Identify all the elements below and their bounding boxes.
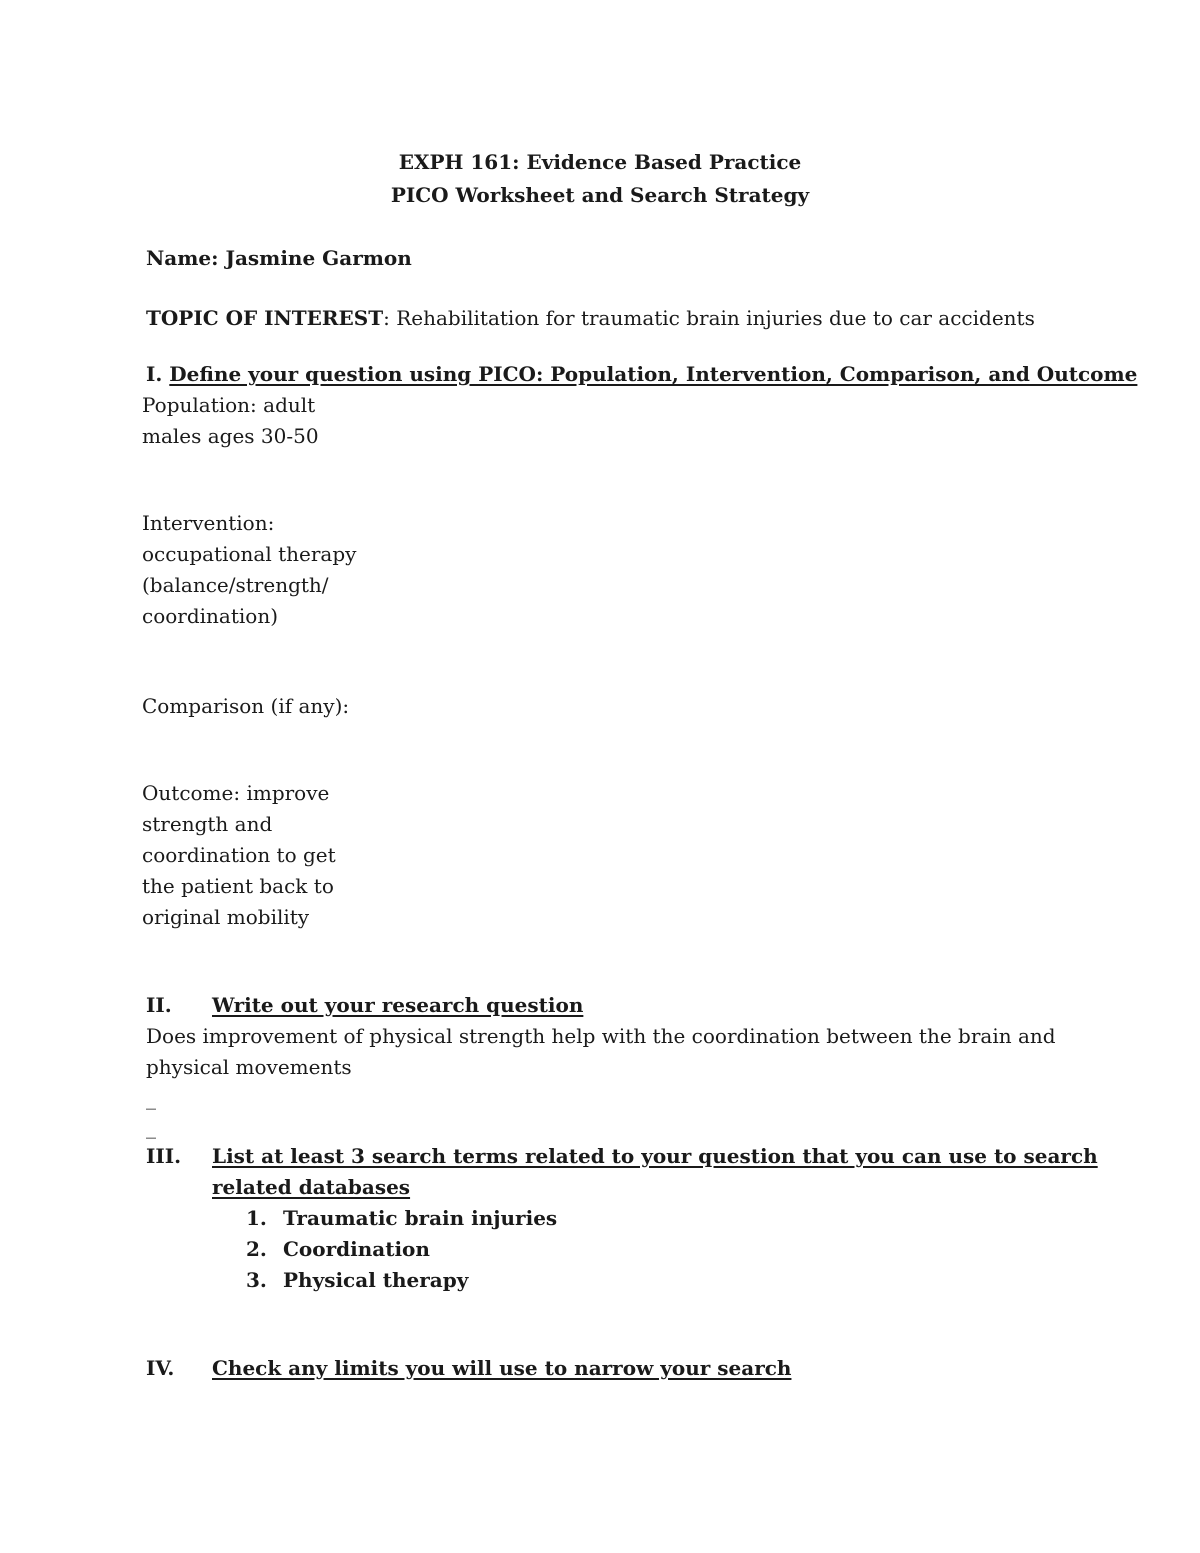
section-1-numeral: I. xyxy=(146,362,163,386)
section-2-numeral: II. xyxy=(146,993,172,1017)
section-3-heading-line-2: related databases xyxy=(212,1175,411,1199)
outcome-line-2: strength and xyxy=(142,812,273,836)
outcome-line-5: original mobility xyxy=(142,905,310,929)
blank-line-2: _ xyxy=(146,1115,156,1139)
intervention-line-3: (balance/strength/ xyxy=(142,573,329,597)
section-3-numeral: III. xyxy=(146,1144,182,1168)
topic-label: TOPIC OF INTEREST xyxy=(146,306,384,330)
section-1-heading: Define your question using PICO: Population, Intervention, Comparison, and Outcome xyxy=(169,362,1138,386)
name-line xyxy=(146,248,412,268)
intervention-line-4: coordination) xyxy=(142,604,279,628)
search-term-number-1: 1. xyxy=(246,1206,267,1230)
section-4-heading: Check any limits you will use to narrow your search xyxy=(212,1356,792,1380)
blank-line-1: _ xyxy=(146,1086,156,1110)
name-value: Jasmine Garmon xyxy=(225,246,412,270)
search-term-number-3: 3. xyxy=(246,1268,267,1292)
worksheet-title: PICO Worksheet and Search Strategy xyxy=(390,183,810,207)
search-term-number-2: 2. xyxy=(246,1237,267,1261)
search-term-3: Physical therapy xyxy=(283,1268,469,1292)
research-question-line-1: Does improvement of physical strength help with the coordination between the brain and xyxy=(146,1024,1056,1048)
search-term-2: Coordination xyxy=(283,1237,430,1261)
topic-line xyxy=(146,308,1035,328)
topic-value: Rehabilitation for traumatic brain injuries due to car accidents xyxy=(396,306,1035,330)
research-question-line-2: physical movements xyxy=(146,1055,352,1079)
section-3-heading-line-1: List at least 3 search terms related to your question that you can use to search xyxy=(212,1144,1098,1168)
section-2-heading: Write out your research question xyxy=(212,993,584,1017)
search-term-1: Traumatic brain injuries xyxy=(283,1206,558,1230)
section-4-numeral: IV. xyxy=(146,1356,175,1380)
outcome-line-1: Outcome: improve xyxy=(142,781,330,805)
name-label: Name: xyxy=(146,246,219,270)
comparison-line: Comparison (if any): xyxy=(142,694,350,718)
intervention-line-2: occupational therapy xyxy=(142,542,357,566)
intervention-line-1: Intervention: xyxy=(142,511,275,535)
outcome-line-4: the patient back to xyxy=(142,874,334,898)
topic-separator: : xyxy=(383,306,390,330)
course-title: EXPH 161: Evidence Based Practice xyxy=(398,150,802,174)
section-1-heading-line xyxy=(146,364,1137,384)
population-line-2: males ages 30-50 xyxy=(142,424,319,448)
outcome-line-3: coordination to get xyxy=(142,843,336,867)
population-line-1: Population: adult xyxy=(142,393,316,417)
